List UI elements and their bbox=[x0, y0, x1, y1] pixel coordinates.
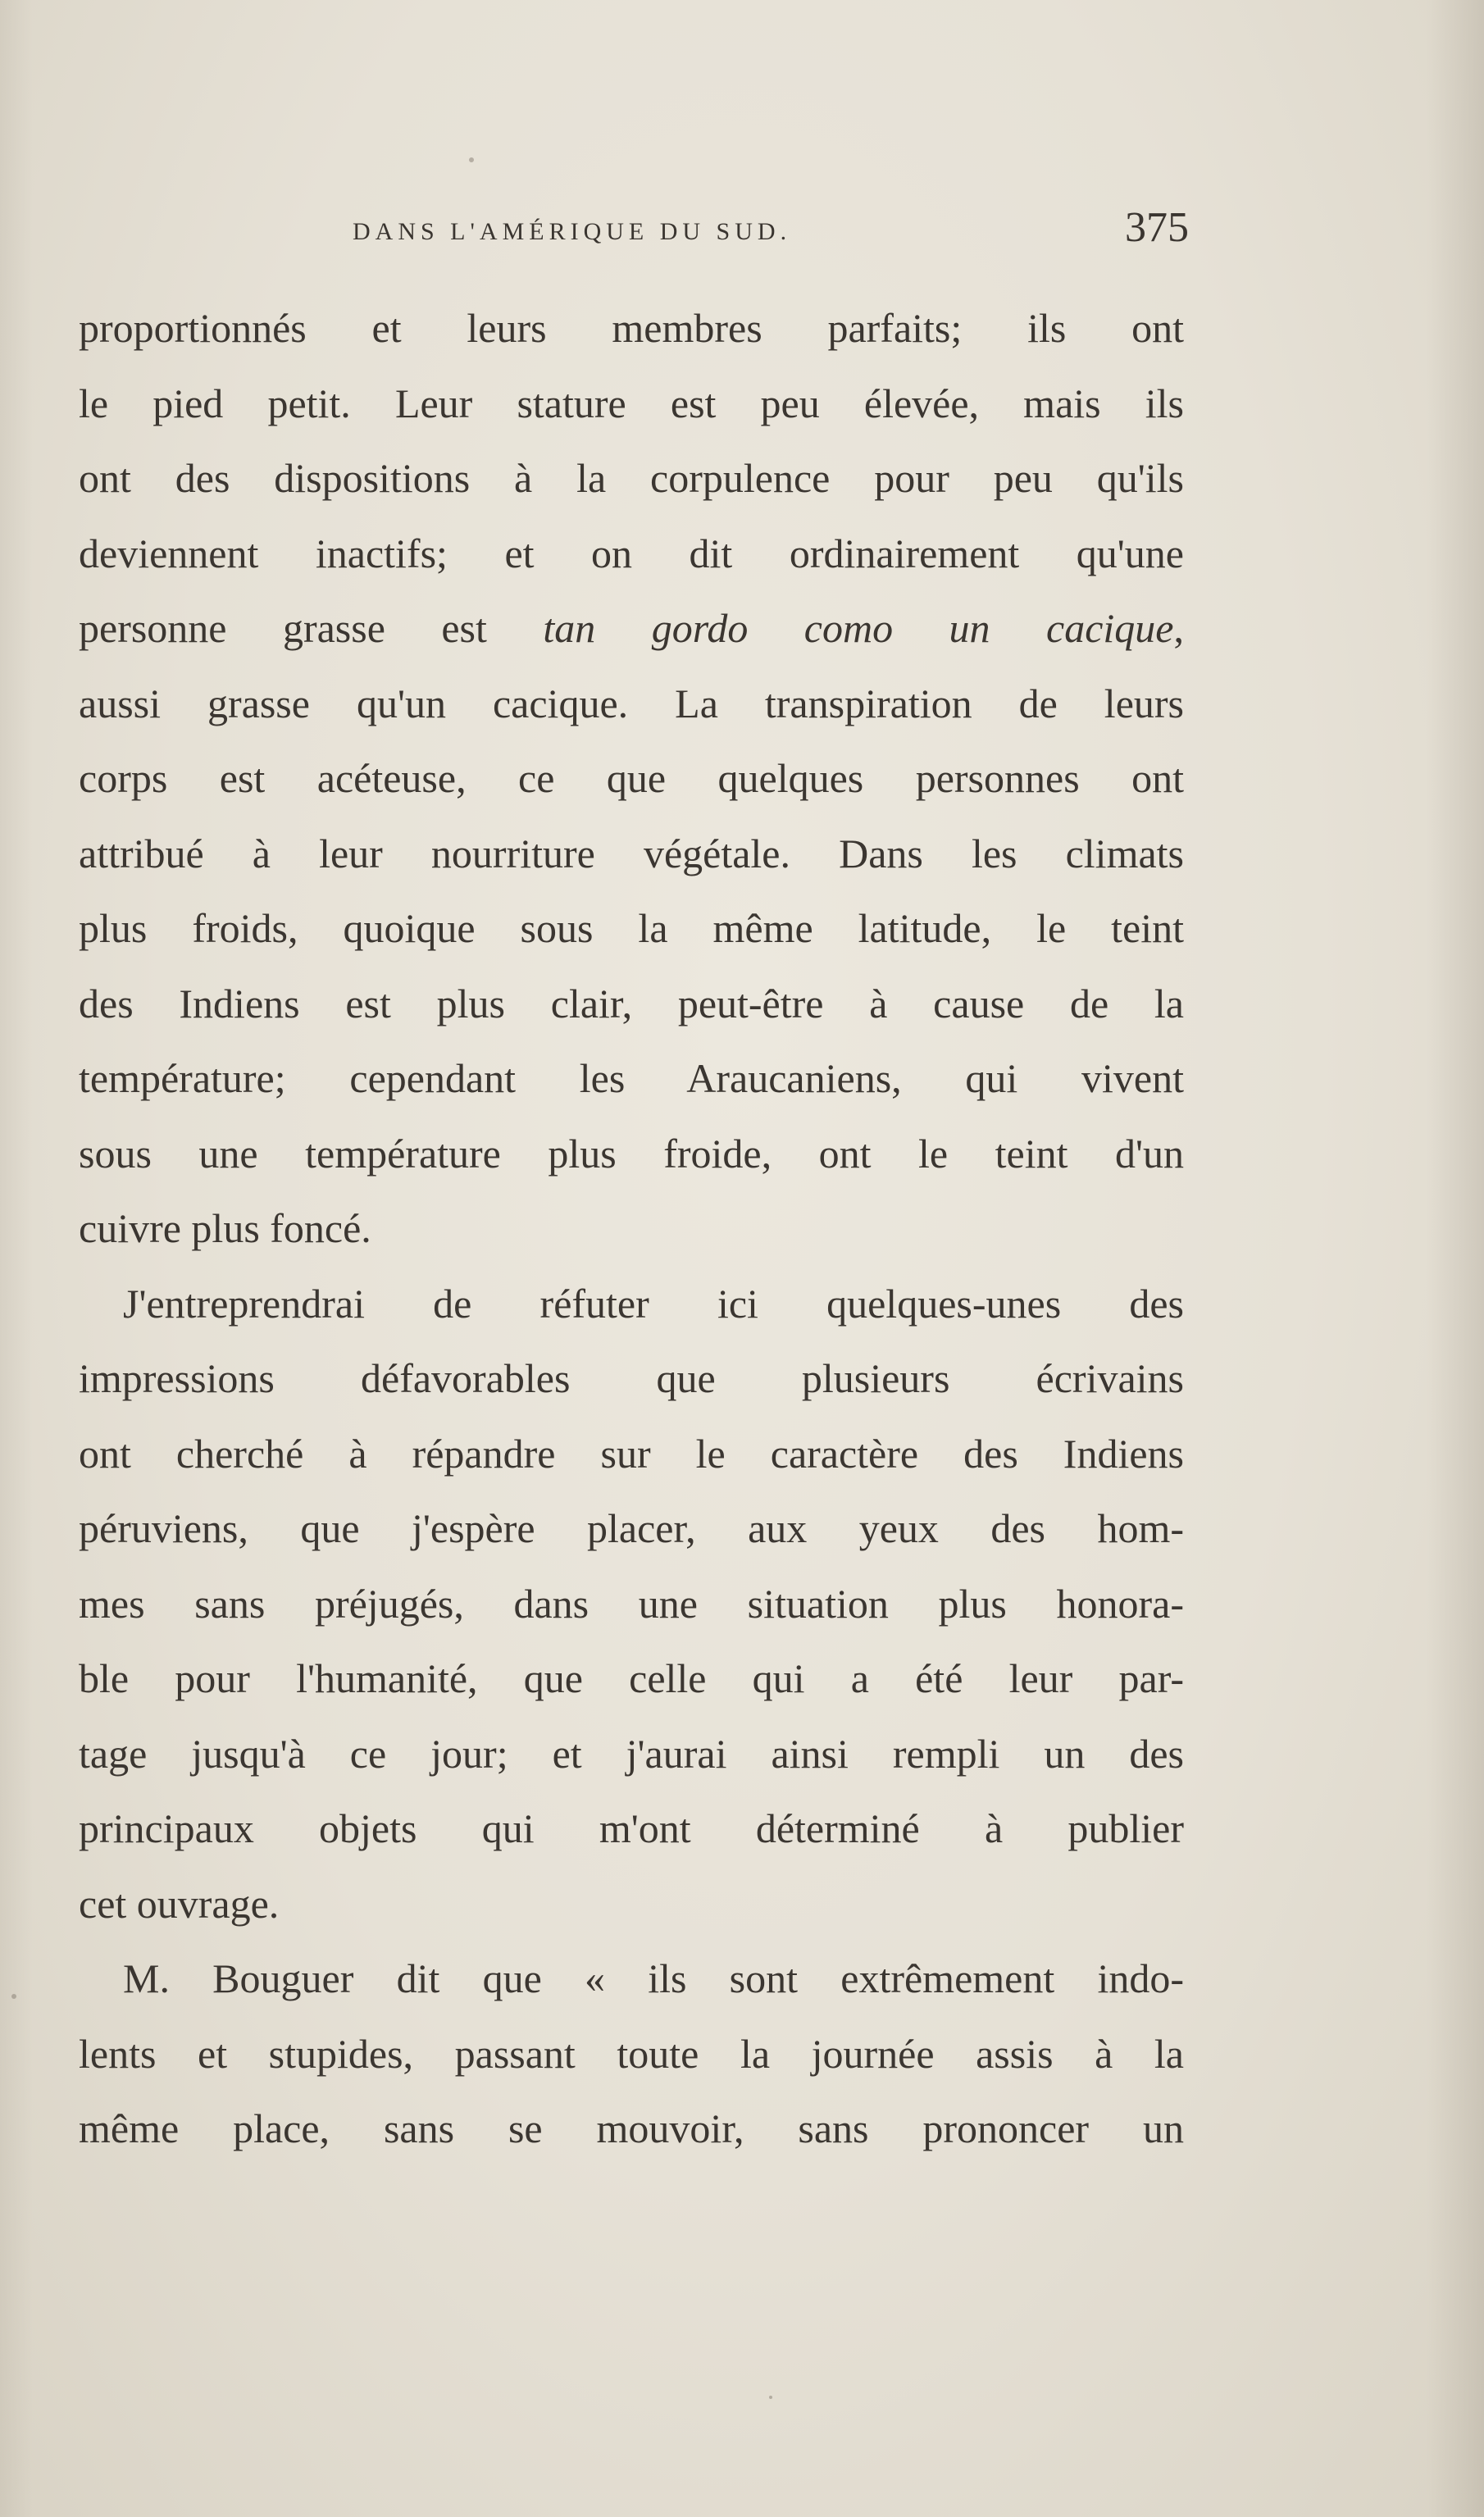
text-line: des Indiens est plus clair, peut-être à cause de la bbox=[79, 980, 1184, 1026]
text-line: ble pour l'humanité, que celle qui a été leur par- bbox=[79, 1655, 1184, 1701]
text-line: température; cependant les Araucaniens, qui vivent bbox=[79, 1055, 1184, 1101]
text-line: cuivre plus foncé. bbox=[79, 1205, 371, 1251]
text-line: corps est acéteuse, ce que quelques personnes ont bbox=[79, 755, 1184, 801]
body-text bbox=[79, 291, 1184, 2167]
text-line: tage jusqu'à ce jour; et j'aurai ainsi rempli un des bbox=[79, 1730, 1184, 1777]
text-segment: personne grasse est bbox=[79, 605, 544, 651]
text-segment: , bbox=[1173, 605, 1184, 651]
text-line: péruviens, que j'espère placer, aux yeux des hom- bbox=[79, 1505, 1184, 1551]
paper-speck bbox=[11, 1994, 16, 1999]
paper-speck bbox=[769, 2396, 772, 2399]
text-line: mes sans préjugés, dans une situation plus honora- bbox=[79, 1580, 1184, 1627]
text-line: sous une température plus froide, ont le teint d'un bbox=[79, 1130, 1184, 1177]
text-line: cet ouvrage. bbox=[79, 1880, 280, 1927]
spanish-quote: tan gordo como un cacique bbox=[543, 605, 1174, 651]
text-line: ont cherché à répandre sur le caractère des Indiens bbox=[79, 1430, 1184, 1477]
text-line: aussi grasse qu'un cacique. La transpiration de leurs bbox=[79, 680, 1184, 726]
page-right-shadow bbox=[1427, 0, 1484, 2517]
text-line: lents et stupides, passant toute la journée assis à la bbox=[79, 2030, 1184, 2077]
text-line: principaux objets qui m'ont déterminé à publier bbox=[79, 1805, 1184, 1851]
paragraph-first-line: M. Bouguer dit que « ils sont extrêmement indo- bbox=[123, 1955, 1184, 2001]
text-line: le pied petit. Leur stature est peu élevée, mais ils bbox=[79, 380, 1184, 426]
text-line: impressions défavorables que plusieurs écrivains bbox=[79, 1355, 1184, 1401]
text-line: attribué à leur nourriture végétale. Dans les climats bbox=[79, 830, 1184, 876]
text-line: même place, sans se mouvoir, sans prononcer un bbox=[79, 2105, 1184, 2151]
running-title: DANS L'AMÉRIQUE DU SUD. bbox=[353, 218, 792, 245]
paragraph-first-line: J'entreprendrai de réfuter ici quelques-unes des bbox=[123, 1280, 1184, 1327]
page-left-shadow bbox=[0, 0, 33, 2517]
running-head bbox=[353, 203, 1189, 261]
paper-speck bbox=[469, 157, 474, 162]
text-line: plus froids, quoique sous la même latitude, le teint bbox=[79, 905, 1184, 951]
text-line: ont des dispositions à la corpulence pour peu qu'ils bbox=[79, 455, 1184, 501]
text-line: deviennent inactifs; et on dit ordinairement qu'une bbox=[79, 530, 1184, 576]
page-number: 375 bbox=[1125, 204, 1189, 251]
text-line: proportionnés et leurs membres parfaits; ils ont bbox=[79, 305, 1184, 351]
text-line bbox=[79, 591, 1184, 667]
